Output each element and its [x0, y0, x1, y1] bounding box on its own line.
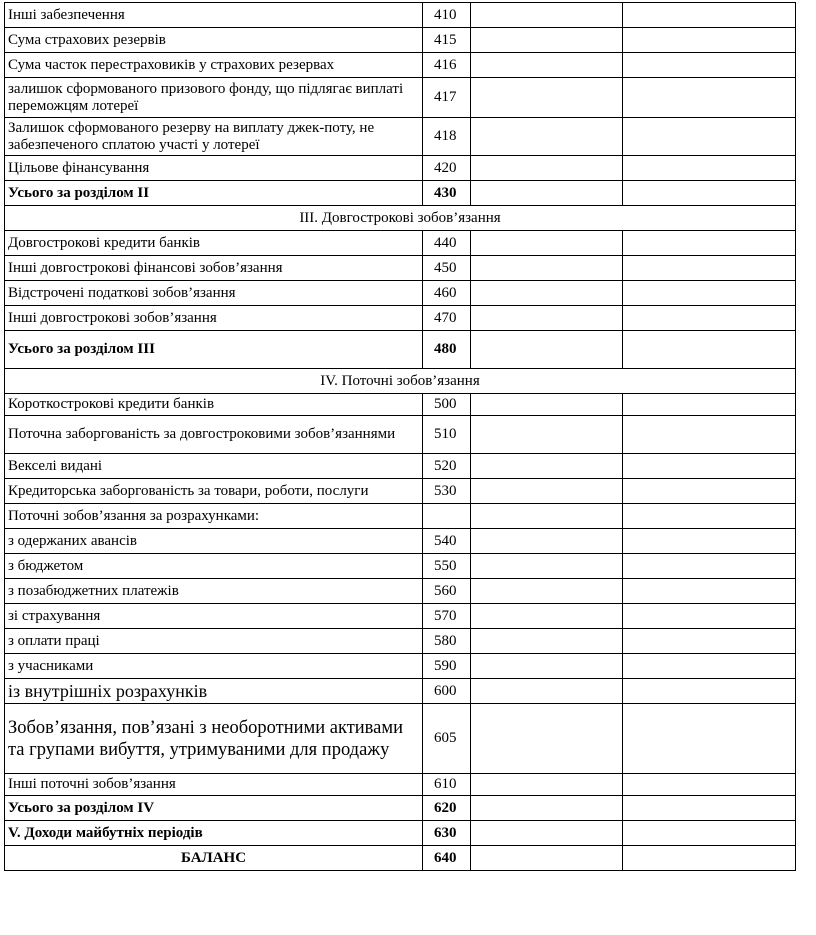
row-code: 580	[423, 629, 471, 654]
value-cell-start	[471, 654, 623, 679]
row-code: 610	[423, 774, 471, 796]
value-cell-end	[623, 256, 796, 281]
row-code: 620	[423, 796, 471, 821]
row-name: з бюджетом	[5, 554, 423, 579]
table-row	[5, 529, 796, 554]
value-cell-end	[623, 28, 796, 53]
row-code: 415	[423, 28, 471, 53]
row-name: Довгострокові кредити банків	[5, 231, 423, 256]
row-code: 417	[423, 78, 471, 118]
row-name: з позабюджетних платежів	[5, 579, 423, 604]
section-heading-row	[5, 206, 796, 231]
value-cell-end	[623, 504, 796, 529]
table-row-total	[5, 796, 796, 821]
value-cell-start	[471, 704, 623, 774]
value-cell-start	[471, 118, 623, 156]
value-cell-start	[471, 256, 623, 281]
row-code: 630	[423, 821, 471, 846]
value-cell-start	[471, 554, 623, 579]
value-cell-start	[471, 78, 623, 118]
value-cell-start	[471, 331, 623, 369]
row-name: залишок сформованого призового фонду, що підлягає виплаті переможцям лотереї	[5, 78, 423, 118]
value-cell-start	[471, 181, 623, 206]
row-name: Інші забезпечення	[5, 3, 423, 28]
row-name: Інші поточні зобов’язання	[5, 774, 423, 796]
row-name: Сума страхових резервів	[5, 28, 423, 53]
value-cell-end	[623, 78, 796, 118]
row-code: 540	[423, 529, 471, 554]
value-cell-start	[471, 394, 623, 416]
row-code: 440	[423, 231, 471, 256]
value-cell-end	[623, 416, 796, 454]
section-heading: ІІІ. Довгострокові зобов’язання	[5, 206, 796, 231]
table-row	[5, 774, 796, 796]
table-row	[5, 504, 796, 529]
value-cell-start	[471, 846, 623, 871]
row-code: 550	[423, 554, 471, 579]
value-cell-start	[471, 821, 623, 846]
table-row	[5, 53, 796, 78]
row-code: 420	[423, 156, 471, 181]
row-name: Відстрочені податкові зобов’язання	[5, 281, 423, 306]
table-row	[5, 78, 796, 118]
row-code: 416	[423, 53, 471, 78]
row-code: 510	[423, 416, 471, 454]
value-cell-start	[471, 28, 623, 53]
row-name: Векселі видані	[5, 454, 423, 479]
row-code: 410	[423, 3, 471, 28]
table-row	[5, 394, 796, 416]
value-cell-end	[623, 654, 796, 679]
value-cell-start	[471, 796, 623, 821]
value-cell-start	[471, 53, 623, 78]
table-row	[5, 256, 796, 281]
table-row-total	[5, 821, 796, 846]
value-cell-start	[471, 774, 623, 796]
row-code: 605	[423, 704, 471, 774]
table-row	[5, 28, 796, 53]
row-code: 570	[423, 604, 471, 629]
row-name: Інші довгострокові зобов’язання	[5, 306, 423, 331]
table-row	[5, 118, 796, 156]
value-cell-start	[471, 231, 623, 256]
row-code: 530	[423, 479, 471, 504]
value-cell-end	[623, 821, 796, 846]
value-cell-end	[623, 181, 796, 206]
row-name: Залишок сформованого резерву на виплату джек-поту, не забезпеченого сплатою участі у лотереї	[5, 118, 423, 156]
row-code: 418	[423, 118, 471, 156]
table-row	[5, 416, 796, 454]
row-name: Усього за розділом IV	[5, 796, 423, 821]
row-code: 520	[423, 454, 471, 479]
value-cell-end	[623, 704, 796, 774]
value-cell-start	[471, 281, 623, 306]
row-code: 480	[423, 331, 471, 369]
value-cell-end	[623, 774, 796, 796]
value-cell-end	[623, 679, 796, 704]
value-cell-end	[623, 331, 796, 369]
table-row	[5, 654, 796, 679]
value-cell-end	[623, 604, 796, 629]
value-cell-end	[623, 53, 796, 78]
row-name: Зобов’язання, пов’язані з необоротними активами та групами вибуття, утримуваними для продажу	[5, 704, 423, 774]
row-name: Короткострокові кредити банків	[5, 394, 423, 416]
value-cell-start	[471, 479, 623, 504]
value-cell-end	[623, 306, 796, 331]
value-cell-end	[623, 579, 796, 604]
row-name: із внутрішніх розрахунків	[5, 679, 423, 704]
value-cell-start	[471, 3, 623, 28]
table-row	[5, 231, 796, 256]
row-code	[423, 504, 471, 529]
row-code: 460	[423, 281, 471, 306]
table-row-total	[5, 331, 796, 369]
value-cell-start	[471, 579, 623, 604]
value-cell-end	[623, 118, 796, 156]
value-cell-end	[623, 629, 796, 654]
row-code: 450	[423, 256, 471, 281]
row-name: Поточна заборгованість за довгостроковими зобов’язаннями	[5, 416, 423, 454]
section-heading-row	[5, 369, 796, 394]
value-cell-start	[471, 454, 623, 479]
row-name: Сума часток перестраховиків у страхових резервах	[5, 53, 423, 78]
row-name: V. Доходи майбутніх періодів	[5, 821, 423, 846]
section-heading: IV. Поточні зобов’язання	[5, 369, 796, 394]
table-row	[5, 604, 796, 629]
row-name: з учасниками	[5, 654, 423, 679]
value-cell-start	[471, 679, 623, 704]
row-name: Інші довгострокові фінансові зобов’язання	[5, 256, 423, 281]
value-cell-end	[623, 479, 796, 504]
table-row	[5, 306, 796, 331]
value-cell-start	[471, 416, 623, 454]
table-row-balance	[5, 846, 796, 871]
balance-liabilities-table	[4, 2, 796, 871]
value-cell-start	[471, 529, 623, 554]
value-cell-end	[623, 796, 796, 821]
row-name: Кредиторська заборгованість за товари, роботи, послуги	[5, 479, 423, 504]
table-row	[5, 281, 796, 306]
row-code: 590	[423, 654, 471, 679]
value-cell-end	[623, 231, 796, 256]
row-name: Цільове фінансування	[5, 156, 423, 181]
row-code: 470	[423, 306, 471, 331]
table-row	[5, 629, 796, 654]
table-row	[5, 554, 796, 579]
row-name: Усього за розділом ІІ	[5, 181, 423, 206]
row-name: з одержаних авансів	[5, 529, 423, 554]
row-code: 430	[423, 181, 471, 206]
table-row	[5, 479, 796, 504]
table-row	[5, 679, 796, 704]
value-cell-end	[623, 554, 796, 579]
row-code: 500	[423, 394, 471, 416]
row-code: 560	[423, 579, 471, 604]
table-row	[5, 3, 796, 28]
value-cell-end	[623, 281, 796, 306]
row-code: 640	[423, 846, 471, 871]
value-cell-end	[623, 156, 796, 181]
row-name: Усього за розділом ІІІ	[5, 331, 423, 369]
value-cell-end	[623, 394, 796, 416]
value-cell-start	[471, 629, 623, 654]
value-cell-end	[623, 529, 796, 554]
row-code: 600	[423, 679, 471, 704]
value-cell-end	[623, 454, 796, 479]
table-row	[5, 156, 796, 181]
value-cell-start	[471, 504, 623, 529]
table-row	[5, 704, 796, 774]
row-name: з оплати праці	[5, 629, 423, 654]
value-cell-end	[623, 3, 796, 28]
table-row	[5, 454, 796, 479]
value-cell-start	[471, 306, 623, 331]
row-name: зі страхування	[5, 604, 423, 629]
value-cell-end	[623, 846, 796, 871]
row-name: БАЛАНС	[5, 846, 423, 871]
table-row-total	[5, 181, 796, 206]
value-cell-start	[471, 604, 623, 629]
table-row	[5, 579, 796, 604]
value-cell-start	[471, 156, 623, 181]
row-name: Поточні зобов’язання за розрахунками:	[5, 504, 423, 529]
